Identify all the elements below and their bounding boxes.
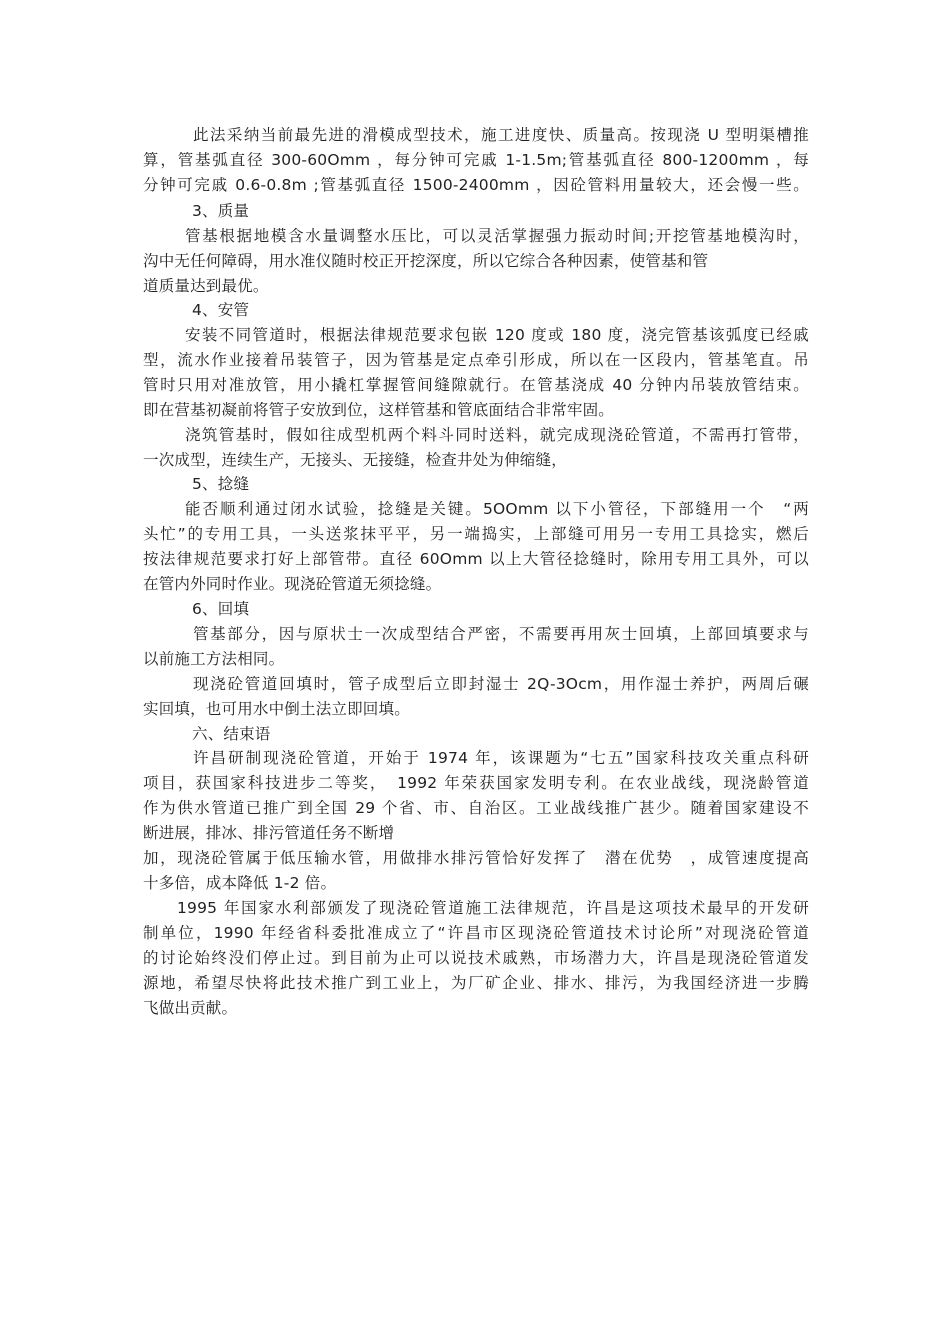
text-line: 此法采纳当前最先进的滑模成型技术，施工进度快、质量高。按现浇 U 型明渠槽推 bbox=[193, 126, 809, 144]
text-line: 1995 年国家水利部颁发了现浇砼管道施工法律规范，许昌是这项技术最早的开发研 bbox=[177, 899, 809, 917]
text-line: 的讨论始终没们停止过。到目前为止可以说技术戚熟，市场潜力大，许昌是现浇砼管道发 bbox=[143, 949, 809, 967]
text-line: 管基部分，因与原状士一次成型结合严密，不需要再用灰士回填，上部回填要求与 bbox=[193, 625, 809, 643]
text-line: 飞做出贡献。 bbox=[143, 999, 238, 1017]
text-line: 项目，获国家科技进步二等奖， 1992 年荣获国家发明专利。在农业战线，现浇龄管道 bbox=[143, 774, 809, 792]
section-heading: 六、结束语 bbox=[192, 725, 271, 743]
text-line: 型，流水作业接着吊装管子，因为管基是定点牵引形成，所以在一区段内，管基笔直。吊 bbox=[143, 351, 809, 369]
text-line: 浇筑管基时，假如往成型机两个料斗同时送料，就完成现浇砼管道，不需再打管带， bbox=[185, 426, 809, 444]
text-line: 作为供水管道已推广到全国 29 个省、市、自治区。工业战线推广甚少。随着国家建设不 bbox=[143, 799, 809, 817]
text-line: 实回填，也可用水中倒土法立即回填。 bbox=[143, 700, 410, 718]
text-line: 道质量达到最优。 bbox=[143, 277, 269, 295]
text-line: 即在营基初凝前将管子安放到位，这样管基和管底面结合非常牢固。 bbox=[143, 401, 615, 419]
text-line: 源地，希望尽快将此技术推广到工业上，为厂矿企业、排水、排污，为我国经济进一步腾 bbox=[143, 974, 809, 992]
text-line: 十多倍，成本降低 1-2 倍。 bbox=[143, 874, 337, 892]
text-line: 以前施工方法相同。 bbox=[143, 650, 285, 668]
section-heading: 5、捻缝 bbox=[192, 475, 250, 493]
text-line: 能否顺利通过闭水试验，捻缝是关键。5OOmm 以下小管径，下部缝用一个 “两 bbox=[185, 500, 809, 518]
text-line: 许昌研制现浇砼管道，开始于 1974 年，该课题为“七五”国家科技攻关重点科研 bbox=[193, 749, 809, 767]
text-line: 管时只用对准放管，用小撬杠掌握管间缝隙就行。在管基浇成 40 分钟内吊装放管结束。 bbox=[143, 376, 809, 394]
text-line: 一次成型，连续生产，无接头、无接缝，检查井处为伸缩缝， bbox=[143, 451, 567, 469]
text-line: 现浇砼管道回填时，管子成型后立即封湿士 2Q-3Ocm，用作湿士养护，两周后碾 bbox=[193, 675, 809, 693]
text-line: 在管内外同时作业。现浇砼管道无须捻缝。 bbox=[143, 575, 442, 593]
text-line: 管基根据地模含水量调整水压比，可以灵活掌握强力振动时间;开挖管基地模沟时， bbox=[185, 227, 809, 245]
section-heading: 3、质量 bbox=[192, 202, 250, 220]
section-heading: 4、安管 bbox=[192, 301, 250, 319]
text-line: 加，现浇砼管属于低压输水管，用做排水排污管恰好发挥了 潜在优势 ，成管速度提高 bbox=[143, 849, 809, 867]
text-line: 安装不同管道时，根据法律规范要求包嵌 120 度或 180 度，浇完管基该弧度已经戚 bbox=[185, 326, 809, 344]
text-line: 沟中无任何障碍，用水准仪随时校正开挖深度，所以它综合各种因素，使管基和管 bbox=[143, 252, 709, 270]
section-heading: 6、回填 bbox=[192, 600, 250, 618]
text-line: 分钟可完戚 0.6-0.8m ;管基弧直径 1500-2400mm ，因砼管料用量较大，还会慢一些。 bbox=[143, 176, 809, 194]
text-line: 制单位，1990 年经省科委批准成立了“许昌市区现浇砼管道技术讨论所”对现浇砼管道 bbox=[143, 924, 809, 942]
text-line: 头忙”的专用工具，一头送浆抹平平，另一端捣实，上部缝可用另一专用工具捻实，燃后 bbox=[143, 525, 809, 543]
text-line: 按法律规范要求打好上部管带。直径 60Omm 以上大管径捻缝时，除用专用工具外，可以 bbox=[143, 550, 809, 568]
text-line: 断进展，排冰、排污管道任务不断增 bbox=[143, 824, 395, 842]
text-line: 算，管基弧直径 300-60Omm ，每分钟可完戚 1-1.5m;管基弧直径 800-1200mm ，每 bbox=[143, 151, 809, 169]
